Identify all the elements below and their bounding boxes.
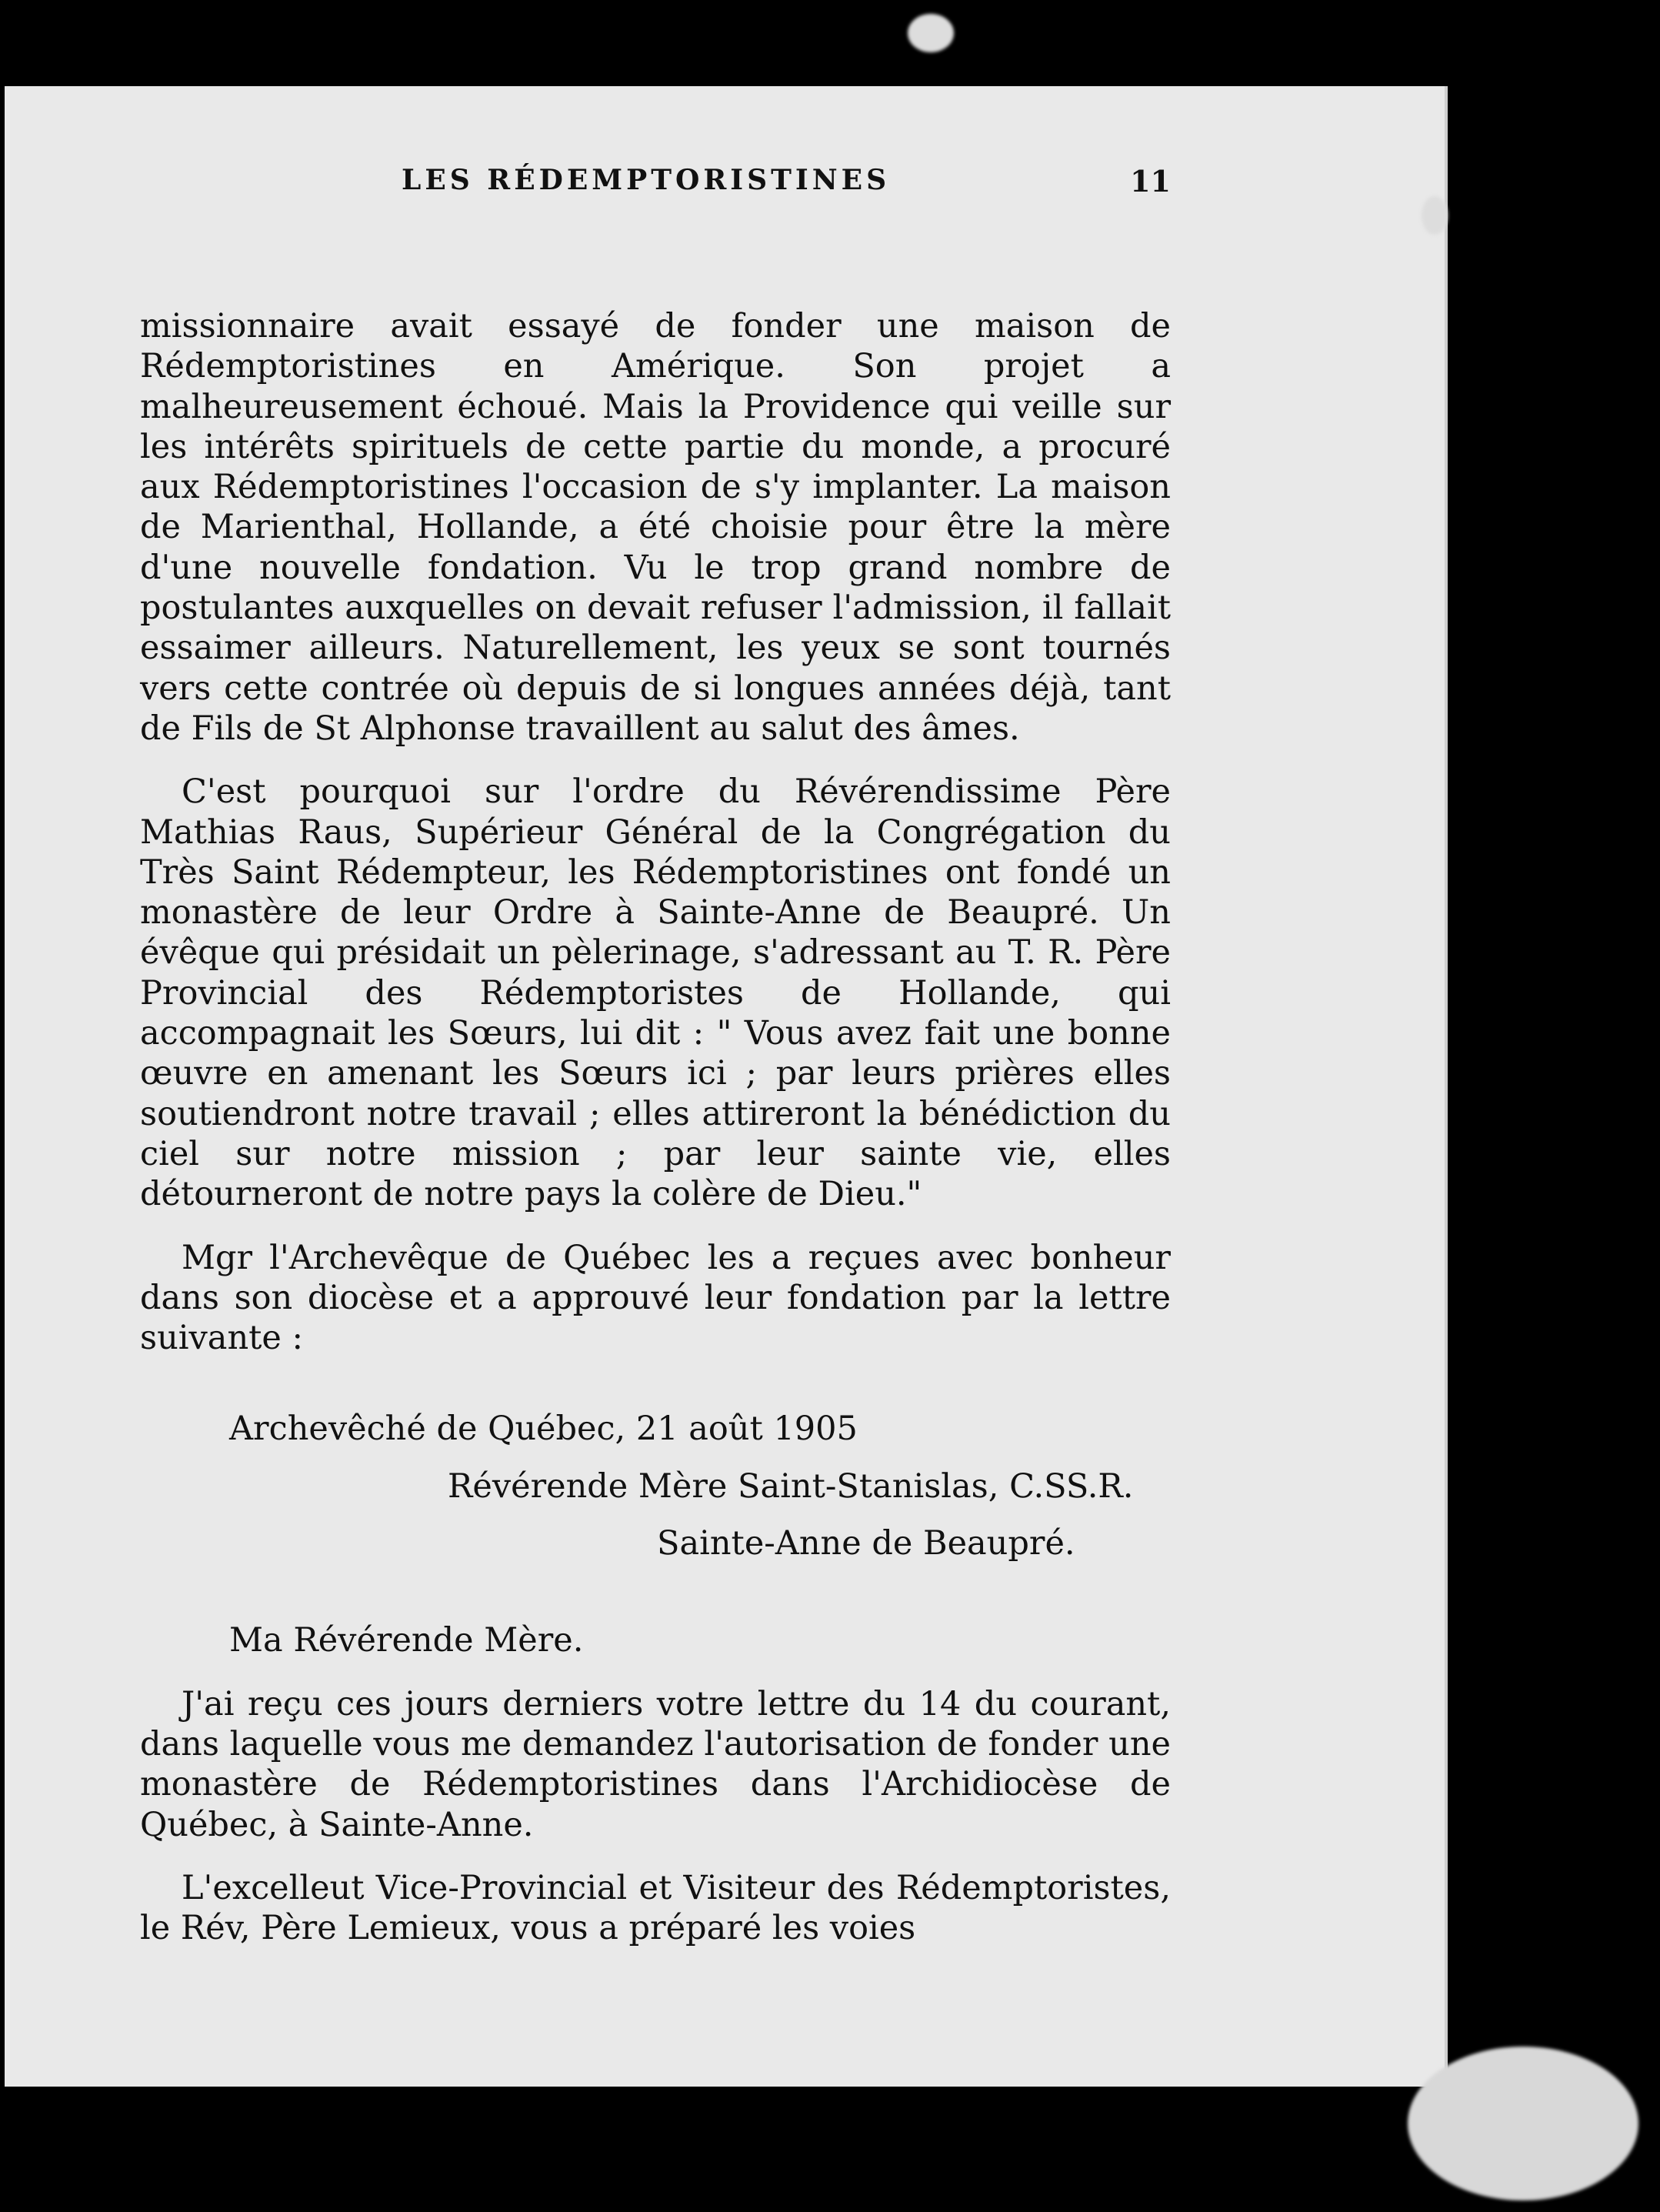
running-title: LES RÉDEMPTORISTINES [402, 164, 891, 196]
letter-dateline: Archevêché de Québec, 21 août 1905 [229, 1410, 858, 1449]
paragraph-foundation: C'est pourquoi sur l'ordre du Révérendissime Père Mathias Raus, Supérieur Général de la Congrégation du Très Saint Rédempteur, les Rédemptoristines ont fondé un monastère de leur Ordre à Sainte-Anne de Beaupré. Un évêque qui présidait un pèlerinage, s'adressant au T. R. Père Provincial des Rédemptoristes de Hollande, qui accompagnait les Sœurs, lui dit : " Vous avez fait une bonne œuvre en amenant les Sœurs ici ; par leurs prières elles soutiendront notre travail ; elles attireront la bénédiction du ciel sur notre mission ; par leur sainte vie, elles détourneront de notre pays la colère de Dieu." [140, 772, 1171, 1214]
letter-paragraph-2: L'excelleut Vice-Provincial et Visiteur des Rédemptoristes, le Rév, Père Lemieux, vous a préparé les voies [140, 1868, 1171, 1948]
running-head [140, 164, 1171, 199]
page-number: 11 [1130, 164, 1171, 199]
paragraph-archbishop: Mgr l'Archevêque de Québec les a reçues avec bonheur dans son diocèse et a approuvé leur fondation par la lettre suivante : [140, 1238, 1171, 1358]
right-edge-speck [1422, 196, 1448, 235]
page-text [140, 306, 1171, 1948]
top-paper-speck [908, 14, 954, 52]
letter-addressee: Révérende Mère Saint-Stanislas, C.SS.R. [448, 1466, 1134, 1506]
letter-place: Sainte-Anne de Beaupré. [657, 1524, 1075, 1563]
bottom-paper-damage [1408, 2047, 1638, 2200]
paragraph-continued: missionnaire avait essayé de fonder une maison de Rédemptoristines en Amérique. Son projet a malheureusement échoué. Mais la Providence qui veille sur les intérêts spirituels de cette partie du monde, a procuré aux Rédemptoristines l'occasion de s'y implanter. La maison de Marienthal, Hollande, a été choisie pour être la mère d'une nouvelle fondation. Vu le trop grand nombre de postulantes auxquelles on devait refuser l'admission, il fallait essaimer ailleurs. Naturellement, les yeux se sont tournés vers cette contrée où depuis de si longues années déjà, tant de Fils de St Alphonse travaillent au salut des âmes. [140, 307, 1171, 748]
letter-paragraph-1: J'ai reçu ces jours derniers votre lettre du 14 du courant, dans laquelle vous me demandez l'autorisation de fonder une monastère de Rédemptoristines dans l'Archidiocèse de Québec, à Sainte-Anne. [140, 1684, 1171, 1844]
letter-salutation: Ma Révérende Mère. [229, 1621, 584, 1660]
